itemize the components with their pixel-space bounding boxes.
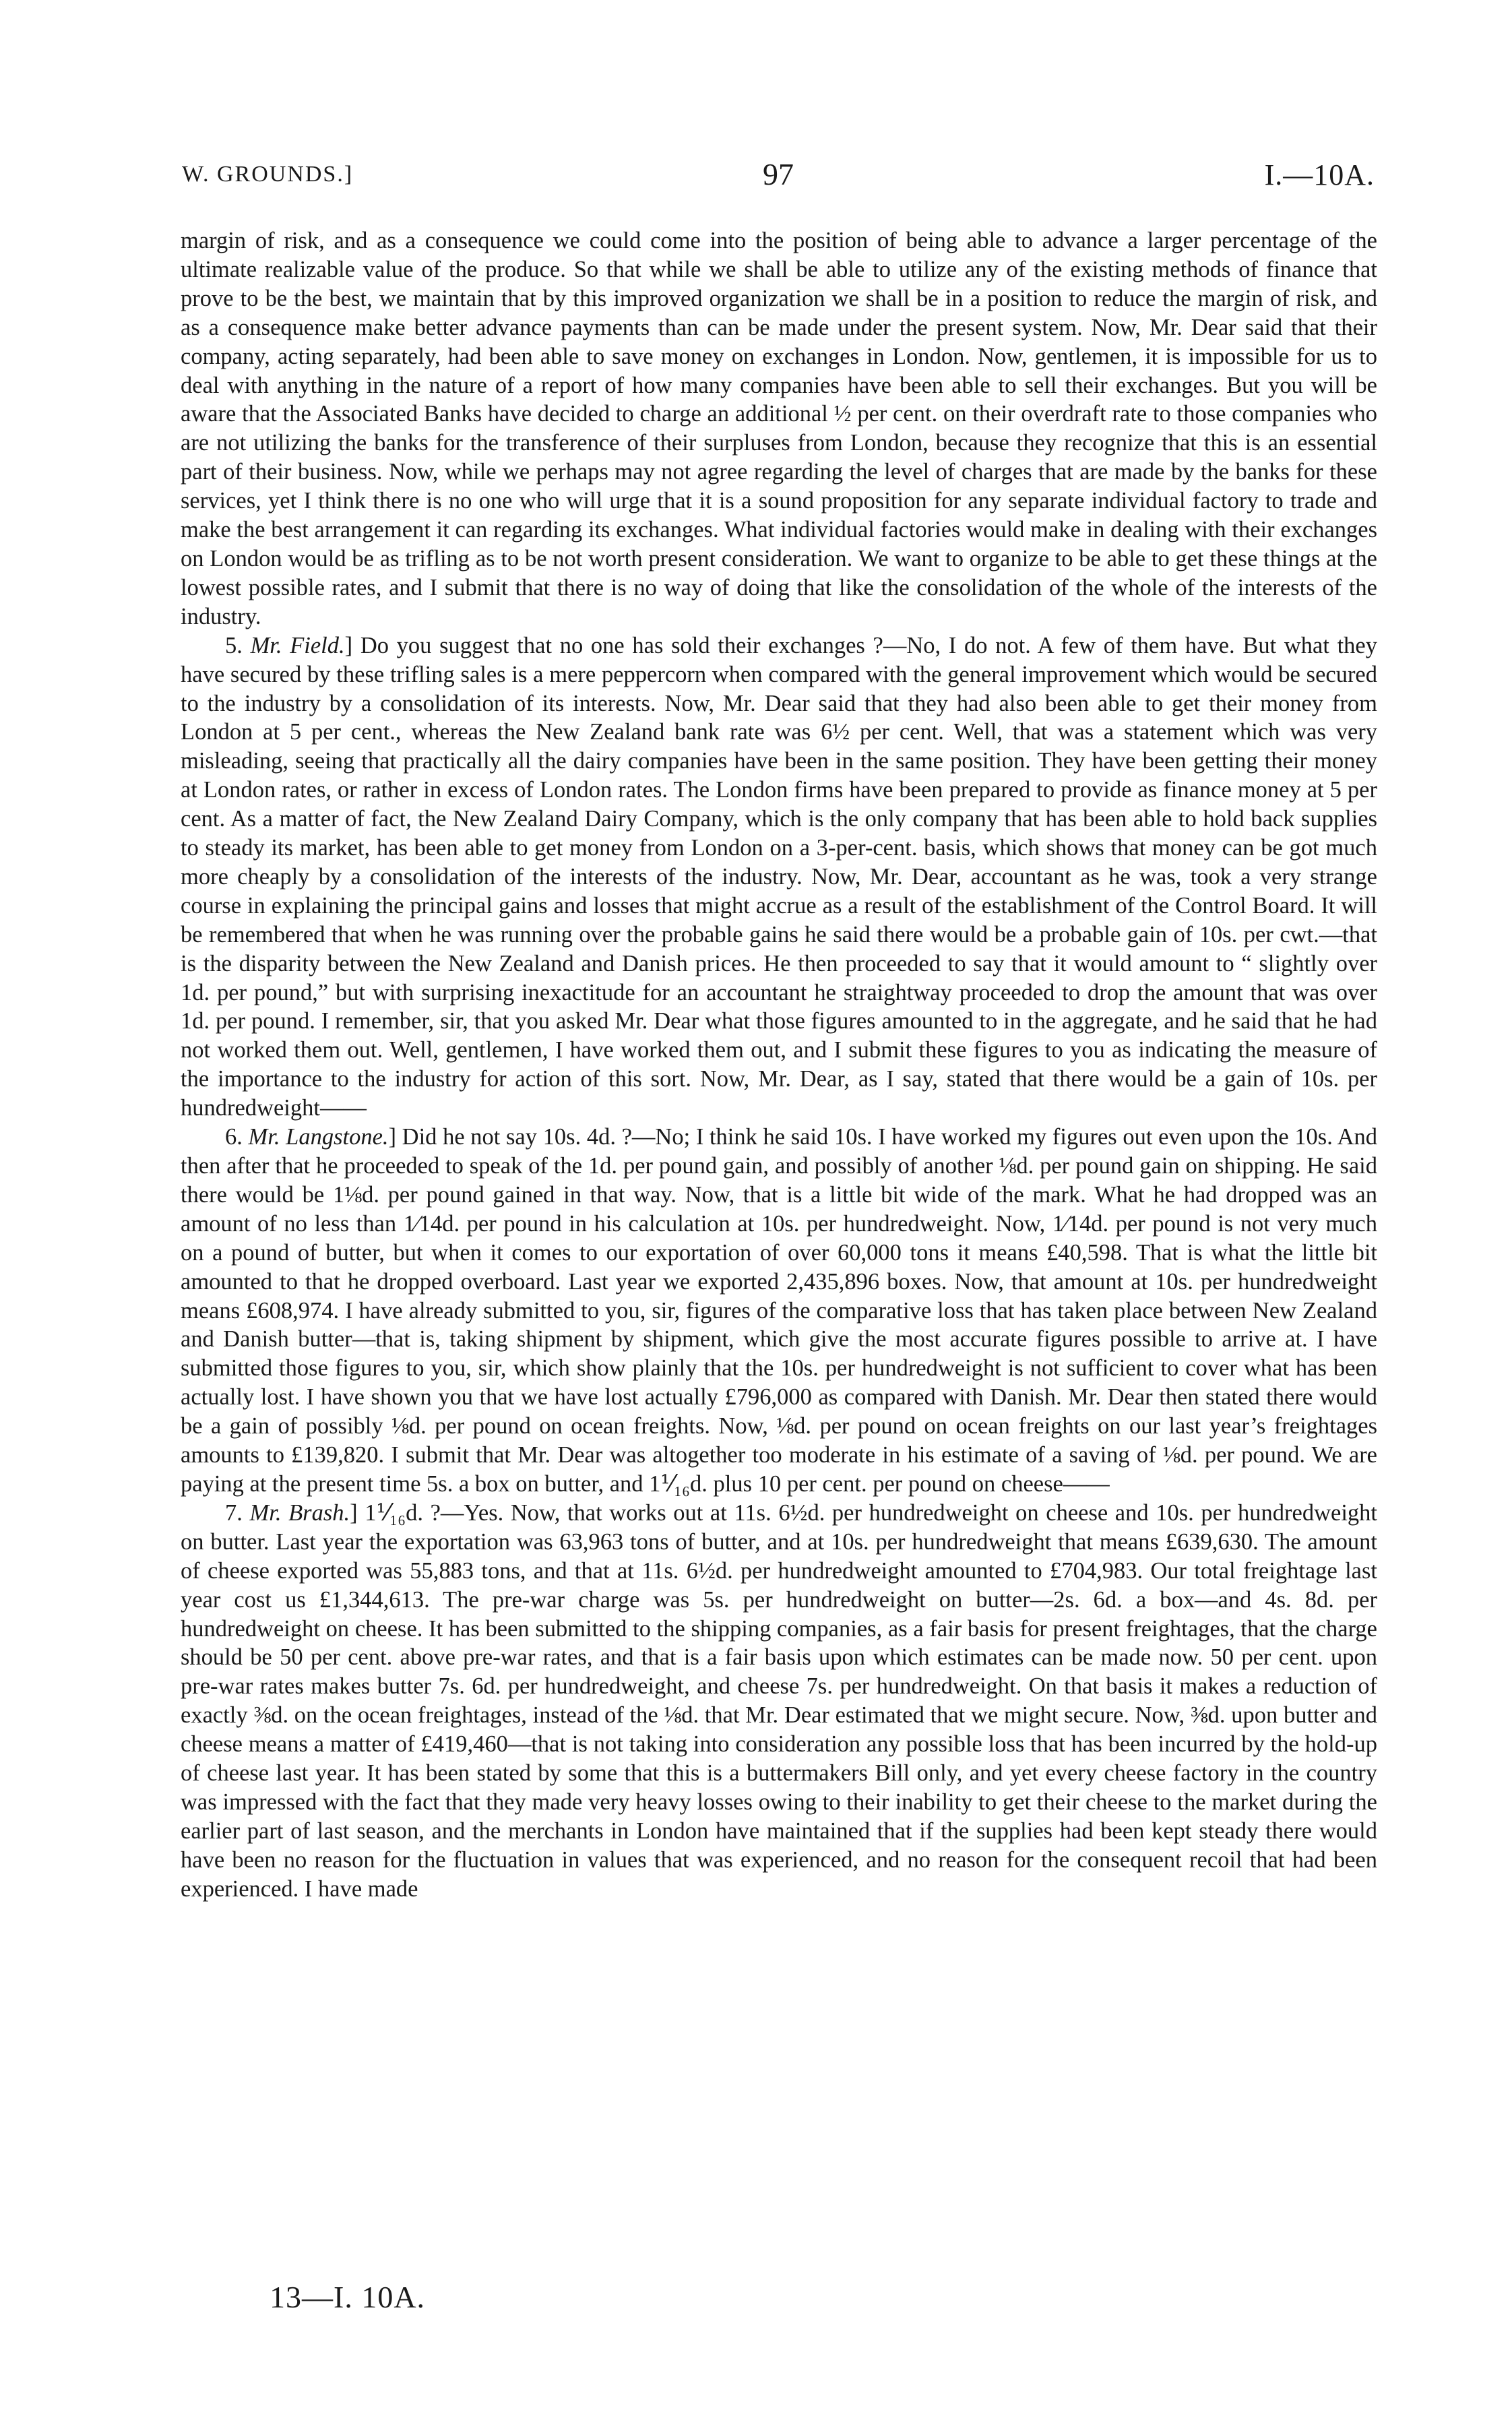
paper-reference: I.—10A.	[1264, 158, 1375, 191]
paragraph-text: ] Did he not say 10s. 4d. ?—No; I think he said 10s. I have worked my figures out even upon the 10s. And then after that he proceeded to speak of the 1d. per pound gain, and possibly of another ⅛d. per pound gain on shipping. He said there would be 1⅛d. per pound gained in that way. Now, that is a little bit wide of the mark. What he had dropped was an amount of no less than 1⁄14d. per pound in his calculation at 10s. per hundredweight. Now, 1⁄14d. per pound is not very much on a pound of butter, but when it comes to our exportation of over 60,000 tons it means £40,598. That is what the little bit amounted to that he dropped overboard. Last year we exported 2,435,896 boxes. Now, that amount at 10s. per hundredweight means £608,974. I have already submitted to you, sir, figures of the comparative loss that has taken place between New Zealand and Danish butter—that is, taking shipment by shipment, which give the most accurate figures possible to arrive at. I have submitted those figures to you, sir, which show plainly that the 10s. per hundredweight is not sufficient to cover what has been actually lost. I have shown you that we have lost actually £796,000 as compared with Danish. Mr. Dear then stated there would be a gain of possibly ⅛d. per pound on ocean freights. Now, ⅛d. per pound on ocean freights on our last year’s freightages amounts to £139,820. I submit that Mr. Dear was altogether too moderate in his estimate of a saving of ⅛d. per pound. We are paying at the present time 5s. a box on butter, and 1⅟₁₆d. plus 10 per cent. per pound on cheese——	[181, 1124, 1377, 1497]
body-text	[181, 226, 1377, 1904]
question-number: 6.	[225, 1124, 243, 1150]
witness-name-heading: W. GROUNDS.]	[182, 162, 354, 187]
paragraph-continuation	[181, 226, 1377, 631]
speaker-name: Mr. Field.	[250, 632, 345, 658]
paragraph-question-5	[181, 631, 1377, 1123]
paragraph-question-7	[181, 1499, 1377, 1904]
signature-mark: 13—I. 10A.	[270, 2280, 426, 2314]
speaker-name: Mr. Brash.	[249, 1499, 350, 1526]
paragraph-text: ] Do you suggest that no one has sold their exchanges ?—No, I do not. A few of them have. But what they have secured by these trifling sales is a mere peppercorn when compared with the general improvement which would be secured to the industry by a consolidation of its interests. Now, Mr. Dear said that they had also been able to get their money from London at 5 per cent., whereas the New Zealand bank rate was 6½ per cent. Well, that was a statement which was very misleading, seeing that practically all the dairy companies have been in the same position. They have been getting their money at London rates, or rather in excess of London rates. The London firms have been prepared to provide as finance money at 5 per cent. As a matter of fact, the New Zealand Dairy Company, which is the only company that has been able to hold back supplies to steady its market, has been able to get money from London on a 3-per-cent. basis, which shows that money can be got much more cheaply by a consolidation of the interests of the industry. Now, Mr. Dear, accountant as he was, took a very strange course in explaining the principal gains and losses that might accrue as a result of the establishment of the Control Board. It will be remembered that when he was running over the probable gains he said there would be a probable gain of 10s. per cwt.—that is the disparity between the New Zealand and Danish prices. He then proceeded to say that it would amount to “ slightly over 1d. per pound,” but with surprising inexactitude for an accountant he straightway proceeded to drop the amount that was over 1d. per pound. I remember, sir, that you asked Mr. Dear what those figures amounted to in the aggregate, and he said that he had not worked them out. Well, gentlemen, I have worked them out, and I submit these figures to you as indicating the measure of the importance to the industry for action of this sort. Now, Mr. Dear, as I say, stated that there would be a gain of 10s. per hundredweight——	[181, 632, 1377, 1121]
page-header	[182, 156, 1375, 197]
paragraph-text: ] 1⅟₁₆d. ?—Yes. Now, that works out at 11s. 6½d. per hundredweight on cheese and 10s. per hundredweight on butter. Last year the exportation was 63,963 tons of butter, and at 10s. per hundredweight that means £639,630. The amount of cheese exported was 55,883 tons, and that at 11s. 6½d. per hundredweight amounted to £704,983. Our total freightage last year cost us £1,344,613. The pre-war charge was 5s. per hundredweight on butter—2s. 6d. a box—and 4s. 8d. per hundredweight on cheese. It has been submitted to the shipping companies, as a fair basis for present freightages, that the charge should be 50 per cent. above pre-war rates, and that is a fair basis upon which estimates can be made now. 50 per cent. upon pre-war rates makes butter 7s. 6d. per hundredweight, and cheese 7s. per hundredweight. On that basis it makes a reduction of exactly ⅜d. on the ocean freightages, instead of the ⅛d. that Mr. Dear estimated that we might secure. Now, ⅜d. upon butter and cheese means a matter of £419,460—that is not taking into consideration any possible loss that has been incurred by the hold-up of cheese last year. It has been stated by some that this is a buttermakers Bill only, and yet every cheese factory in the country was impressed with the fact that they made very heavy losses owing to their inability to get their cheese to the market during the earlier part of last season, and the merchants in London have maintained that if the supplies had been kept steady there would have been no reason for the fluctuation in values that was experienced, and no reason for the consequent recoil that had been experienced. I have made	[181, 1499, 1378, 1902]
page-number: 97	[763, 157, 794, 191]
paragraph-question-6	[181, 1123, 1377, 1499]
speaker-name: Mr. Langstone.	[248, 1124, 389, 1150]
question-number: 5.	[225, 632, 243, 658]
question-number: 7.	[225, 1499, 243, 1526]
paragraph-text: margin of risk, and as a consequence we could come into the position of being able to advance a larger percentage of the ultimate realizable value of the produce. So that while we shall be able to utilize any of the existing methods of finance that prove to be the best, we maintain that by this improved organization we shall be in a position to reduce the margin of risk, and as a consequence make better advance payments than can be made under the present system. Now, Mr. Dear said that their company, acting separately, had been able to save money on exchanges in London. Now, gentlemen, it is impossible for us to deal with anything in the nature of a report of how many companies have been able to sell their exchanges. But you will be aware that the Associated Banks have decided to charge an additional ½ per cent. on their overdraft rate to those companies who are not utilizing the banks for the transference of their surpluses from London, because they recognize that this is an essential part of their business. Now, while we perhaps may not agree regarding the level of charges that are made by the banks for these services, yet I think there is no one who will urge that it is a sound proposition for any separate individual factory to trade and make the best arrangement it can regarding its exchanges. What individual factories would make in dealing with their exchanges on London would be as trifling as to be not worth present consideration. We want to organize to be able to get these things at the lowest possible rates, and I submit that there is no way of doing that like the consolidation of the whole of the interests of the industry.	[181, 228, 1377, 629]
